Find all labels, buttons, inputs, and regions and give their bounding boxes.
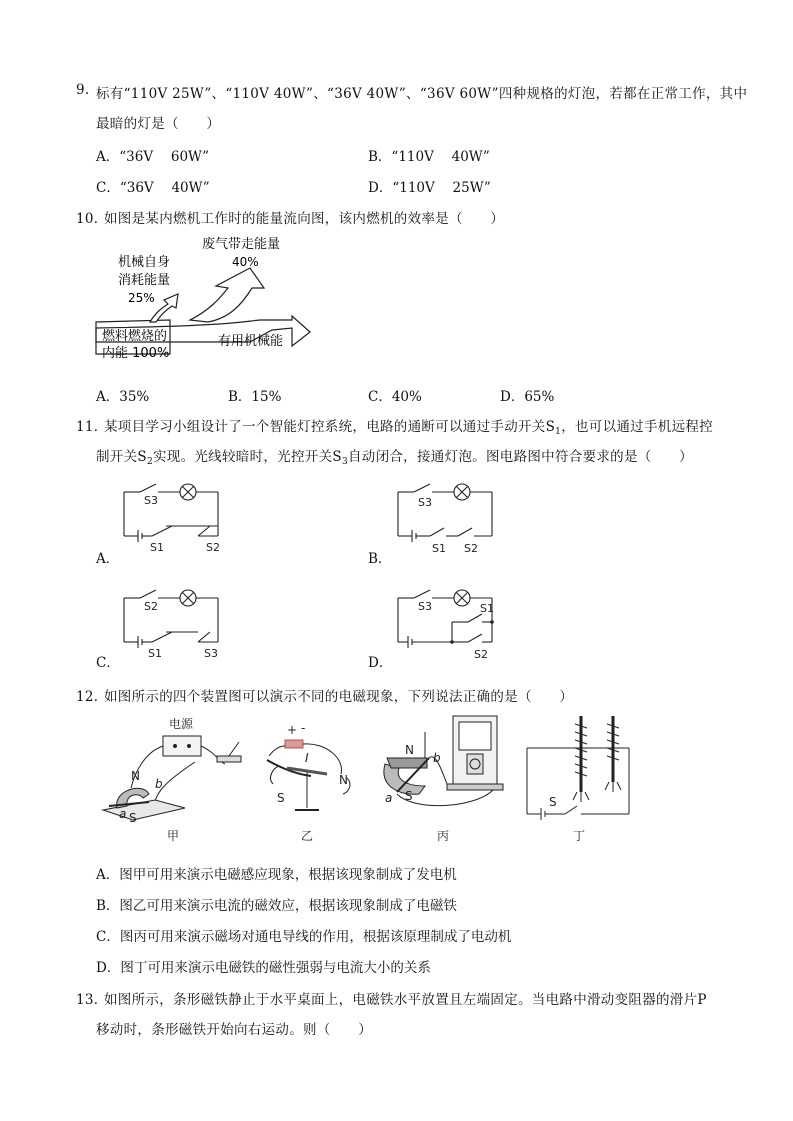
q11-option-c-letter: C． <box>96 655 120 671</box>
switch-label: S2 <box>474 648 488 661</box>
figure-ding <box>527 716 629 820</box>
q11-option-a-letter: A． <box>96 551 120 567</box>
current-label: I <box>305 751 309 765</box>
circuit-b <box>392 478 502 558</box>
switch-label: S3 <box>418 496 432 509</box>
q10-option-b: B．15% <box>228 389 282 405</box>
switch-label: S1 <box>432 542 446 555</box>
plus-sign: + <box>287 723 298 737</box>
switch-label: S1 <box>480 602 494 615</box>
switch-label: S2 <box>144 600 158 613</box>
switch-label: S3 <box>418 600 432 613</box>
energy-flow-diagram <box>90 230 320 370</box>
mech-loss-label-2: 消耗能量 <box>118 273 171 288</box>
figure-label-ding: 丁 <box>573 829 586 843</box>
switch-label: S3 <box>204 647 218 660</box>
q12-option-b: B．图乙可用来演示电流的磁效应，根据该现象制成了电磁铁 <box>96 898 457 914</box>
switch-label: S2 <box>464 542 478 555</box>
q9-option-c: C．“36V 40W” <box>96 180 210 196</box>
circuit-d <box>392 584 507 666</box>
q12-option-a: A．图甲可用来演示电磁感应现象，根据该现象制成了发电机 <box>96 867 457 883</box>
q12-number: 12． <box>76 689 108 705</box>
q13-number: 13． <box>76 992 108 1008</box>
power-label: 电源 <box>169 717 194 731</box>
fuel-label-2: 内能 100% <box>102 346 170 361</box>
fuel-label-1: 燃料燃烧的 <box>102 329 168 344</box>
q10-option-c: C．40% <box>368 389 422 405</box>
q10-option-a: A．35% <box>96 389 150 405</box>
circuit-a <box>118 478 228 558</box>
useful-label: 有用机械能 <box>218 334 284 349</box>
circuit-c <box>118 584 228 664</box>
magnet-s-label: S <box>405 789 413 803</box>
figure-label-bing: 丙 <box>437 829 450 843</box>
q13-stem-line2: 移动时，条形磁铁开始向右运动。则（ ） <box>96 1022 372 1038</box>
q10-number: 10． <box>76 211 108 227</box>
electromagnetism-figures <box>95 712 655 847</box>
wire-a-label: a <box>385 791 393 805</box>
q11-option-b-letter: B． <box>368 551 392 567</box>
figure-bing <box>384 716 503 806</box>
q9-option-b: B．“110V 40W” <box>368 149 490 165</box>
switch-label: S2 <box>206 541 220 554</box>
switch-label: S1 <box>148 647 162 660</box>
wire-b-label: b <box>155 777 163 791</box>
q11-number: 11． <box>76 419 108 435</box>
switch-s-label: S <box>549 795 557 809</box>
magnet-n-label: N <box>405 743 414 757</box>
exhaust-percent: 40% <box>232 255 259 269</box>
switch-label: S3 <box>144 494 158 507</box>
mech-loss-label-1: 机械自身 <box>118 255 171 270</box>
q11-stem-line1: 某项目学习小组设计了一个智能灯控系统，电路的通断可以通过手动开关$S_1$，也可以通过手机远程控 <box>104 419 713 437</box>
exhaust-label: 废气带走能量 <box>202 237 281 252</box>
q12-option-d: D．图丁可用来演示电磁铁的磁性强弱与电流大小的关系 <box>96 960 431 976</box>
figure-label-yi: 乙 <box>301 829 314 843</box>
q9-option-d: D．“110V 25W” <box>368 180 491 196</box>
switch-label: S1 <box>150 541 164 554</box>
q9-stem-line1: 标有“110V 25W”、“110V 40W”、“36V 40W”、“36V 60W”四种规格的灯泡，若都在正常工作，其中 <box>96 86 748 102</box>
q13-stem-line1: 如图所示，条形磁铁静止于水平桌面上，电磁铁水平放置且左端固定。当电路中滑动变阻器的滑片P <box>104 992 707 1008</box>
q12-stem: 如图所示的四个装置图可以演示不同的电磁现象，下列说法正确的是（ ） <box>104 689 574 705</box>
q11-stem-line2: 制开关$S_2$实现。光线较暗时，光控开关$S_3$自动闭合，接通灯泡。图电路图中符合要求的是（ ） <box>96 449 693 467</box>
q11-option-d-letter: D． <box>368 655 393 671</box>
needle-n-label: N <box>339 773 348 787</box>
wire-b-label: b <box>433 751 441 765</box>
figure-label-jia: 甲 <box>167 829 180 843</box>
q9-stem-line2: 最暗的灯是（ ） <box>96 116 221 132</box>
q10-option-d: D．65% <box>500 389 555 405</box>
q10-stem: 如图是某内燃机工作时的能量流向图，该内燃机的效率是（ ） <box>104 211 505 227</box>
q12-option-c: C．图丙可用来演示磁场对通电导线的作用，根据该原理制成了电动机 <box>96 929 512 945</box>
exhaust-arrow <box>190 268 264 322</box>
q9-option-a: A．“36V 60W” <box>96 149 210 165</box>
magnet-n-label: N <box>131 769 140 783</box>
wire-a-label: a <box>119 807 127 821</box>
q9-number: 9. <box>76 82 90 98</box>
mech-loss-percent: 25% <box>128 291 155 305</box>
needle-s-label: S <box>277 791 285 805</box>
magnet-s-label: S <box>129 811 137 825</box>
minus-sign: - <box>301 721 306 735</box>
